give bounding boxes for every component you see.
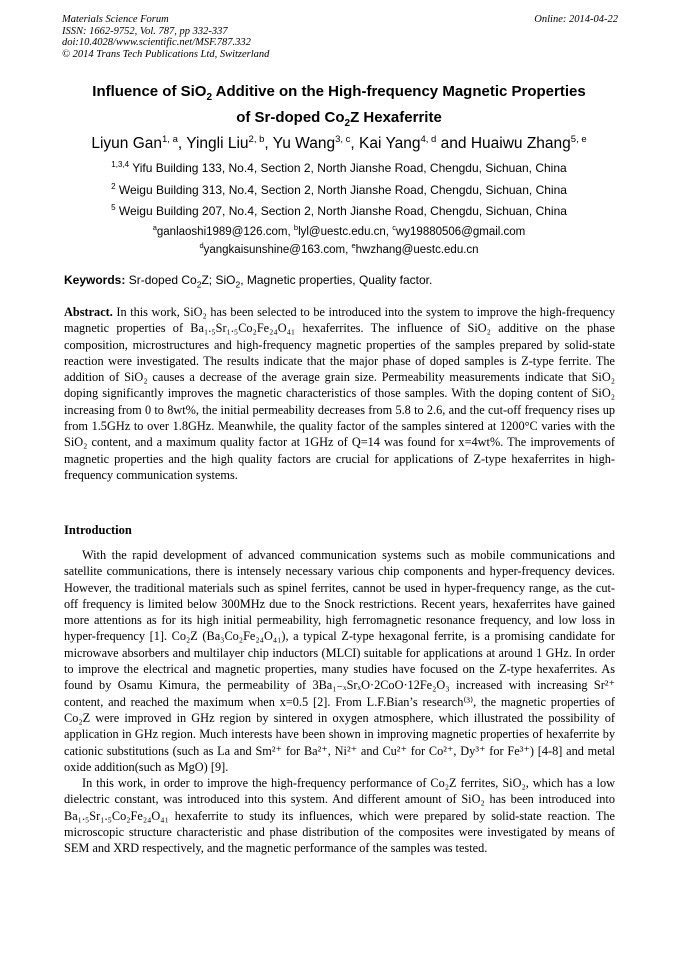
title-subscript: 2 — [206, 92, 213, 103]
author-emails: $^a$ganlaoshi1989@126.com, $^b$lyl@uestc.edu.cn, $^c$wy19880506@gmail.com $^d$yangkaisunshine@163.com, $^e$hwzhang@uestc.edu.cn — [152, 223, 526, 256]
keywords-text: Sr-doped Co — [125, 273, 197, 287]
affiliation-text: Weigu Building 313, No.4, Section 2, North Jianshe Road, Chengdu, Sichuan, China — [118, 183, 567, 197]
author-affil-marker: 3, c — [335, 134, 351, 145]
title-text: Z Hexaferrite — [350, 109, 442, 126]
author-name: Liyun Gan — [91, 135, 163, 153]
affiliation — [20, 200, 658, 219]
title-subscript: 2 — [344, 118, 351, 129]
email-link[interactable]: wy19880506@gmail.com — [395, 225, 526, 238]
author-name: Huaiwu Zhang — [470, 135, 571, 153]
email-link[interactable]: yangkaisunshine@163.com, — [203, 243, 349, 256]
abstract-label: Abstract. — [64, 305, 113, 319]
paragraph: With the rapid development of advanced communication systems such as mobile communications and satellite communications, there is intensely necessary various chip components and hyper-frequency devices. However, the traditional materials such as spinel ferrites, cannot be used in hyper-frequency range, as the cut-off frequency is limited below 300MHz due to the Snock restrictions. Recent years, hexaferrites have gained more attentions as for its high initial permeability, high ferromagnetic resonance frequency, and low loss in hyper-frequency [1]. Co₂Z (Ba₃Co₂Fe₂₄O₄₁), a typical Z-type hexagonal ferrite, is a promising candidate for microwave absorbers and multilayer chip inductors (MLCI) suitable for applications at around 1 GHz. In order to improve the electrical and magnetic properties, many studies have focused on the Z-type hexaferrites. As found by Osamu Kimura, the permeability of 3Ba₁₋ₓSrₓO·2CoO·12Fe₂O₃ increased with increasing Sr²⁺ content, and reached the maximum when x=0.5 [2]. From L.F.Bian’s research⁽³⁾, the magnetic properties of Co₂Z were improved in GHz region by sintered in oxygen atmosphere, which illustrated the possibility of application in GHz region. Much interests have been shown in improving magnetic properties of hexaferrite by cationic substitutions (such as La and Sm²⁺ for Ba²⁺, Ni²⁺ and Cu²⁺ for Co²⁺, Dy³⁺ for Fe³⁺) [4-8] and metal oxide addition(such as MgO) [9]. — [64, 548, 615, 774]
online-date: Online: 2014-04-22 — [534, 14, 618, 25]
affiliation-marker: 5 — [111, 203, 116, 212]
affiliation-marker: 2 — [111, 182, 116, 191]
affiliation — [20, 179, 658, 198]
email-link[interactable]: hwzhang@uestc.edu.cn — [355, 243, 479, 256]
journal-name: Materials Science Forum — [62, 14, 169, 25]
email-link[interactable]: lyl@uestc.edu.cn, — [298, 225, 390, 238]
author-affil-marker: 4, d — [420, 134, 437, 145]
author-affil-marker: 2, b — [248, 134, 265, 145]
title-text: of Sr-doped Co — [236, 109, 345, 126]
abstract — [64, 304, 615, 483]
keywords-label: Keywords: — [64, 273, 126, 287]
author-name: Yingli Liu — [186, 135, 249, 153]
paragraph: In this work, in order to improve the high-frequency performance of Co₂Z ferrites, SiO₂, which has a low dielectric constant, was introduced into this system. And different amount of SiO₂ has been introduced into Ba₁.₅Sr₁.₅Co₂Fe₂₄O₄₁ hexaferrite to study its influences, which were prepared by solid-state reaction. The microscopic structure characteristic and phase distribution of the composites were investigated by means of SEM and XRD respectively, and the magnetic performance of the samples was tested. — [64, 776, 615, 856]
email-link[interactable]: ganlaoshi1989@126.com, — [156, 225, 291, 238]
keywords-subscript: 2 — [235, 279, 241, 290]
introduction-body — [64, 547, 615, 857]
journal-header — [62, 14, 618, 60]
author-affil-marker: 5, e — [570, 134, 587, 145]
affiliation-marker: 1,3,4 — [111, 160, 130, 169]
keywords-text: , Magnetic properties, Quality factor. — [240, 273, 433, 287]
paper-title — [40, 82, 638, 134]
journal-issn: ISSN: 1662-9752, Vol. 787, pp 332-337 — [62, 25, 228, 37]
keywords-subscript: 2 — [196, 279, 202, 290]
journal-doi: doi:10.4028/www.scientific.net/MSF.787.332 — [62, 37, 251, 48]
keywords-text: Z; SiO — [201, 273, 236, 287]
affiliation-text: Yifu Building 133, No.4, Section 2, North Jianshe Road, Chengdu, Sichuan, China — [132, 161, 567, 175]
author-affil-marker: 1, a — [162, 134, 178, 145]
author-list: Liyun Gan$^{1, a}$, Yingli Liu$^{2, b}$, Yu Wang$^{3, c}$, Kai Yang$^{4, d}$ and Huaiwu Zhang$^{5, e}$ — [91, 134, 587, 153]
author-name: Kai Yang — [359, 135, 421, 153]
affiliation — [20, 157, 658, 176]
section-heading: Introduction — [64, 523, 132, 537]
title-text: Additive on the High-frequency Magnetic Properties — [212, 83, 586, 100]
author-name: Yu Wang — [272, 135, 336, 153]
abstract-text: In this work, SiO₂ has been selected to be introduced into the system to improve the high-frequency magnetic properties of Ba₁.₅Sr₁.₅Co₂Fe₂₄O₄₁ hexaferrites. The influence of SiO₂ additive on the phase composition, microstructures and high-frequency magnetic properties of the samples prepared by solid-state reaction were investigated. The results indicate that the major phase of doped samples is Z-type ferrite. The addition of SiO₂ causes a decrease of the average grain size. Permeability measurements indicate that SiO₂ doping significantly improves the magnetic characteristics of those samples. With the doping content of SiO₂ increasing from 0 to 8wt%, the initial permeability decreases from 5.8 to 2.6, and the cut-off frequency rises up from 1.5GHz to over 1.8GHz. Meanwhile, the quality factor of the samples sintered at 1200°C varies with the SiO₂ content, and a maximum quality factor at 1GHz of Q=14 was found for x=4wt%. The improvements of magnetic properties and the high quality factors are crucial for applications of Z-type hexaferrites in high-frequency communication systems. — [64, 305, 615, 482]
title-text: Influence of SiO — [92, 83, 207, 100]
keywords — [64, 273, 624, 288]
affiliation-text: Weigu Building 207, No.4, Section 2, North Jianshe Road, Chengdu, Sichuan, China — [118, 204, 567, 218]
journal-copyright: © 2014 Trans Tech Publications Ltd, Switzerland — [62, 48, 270, 60]
